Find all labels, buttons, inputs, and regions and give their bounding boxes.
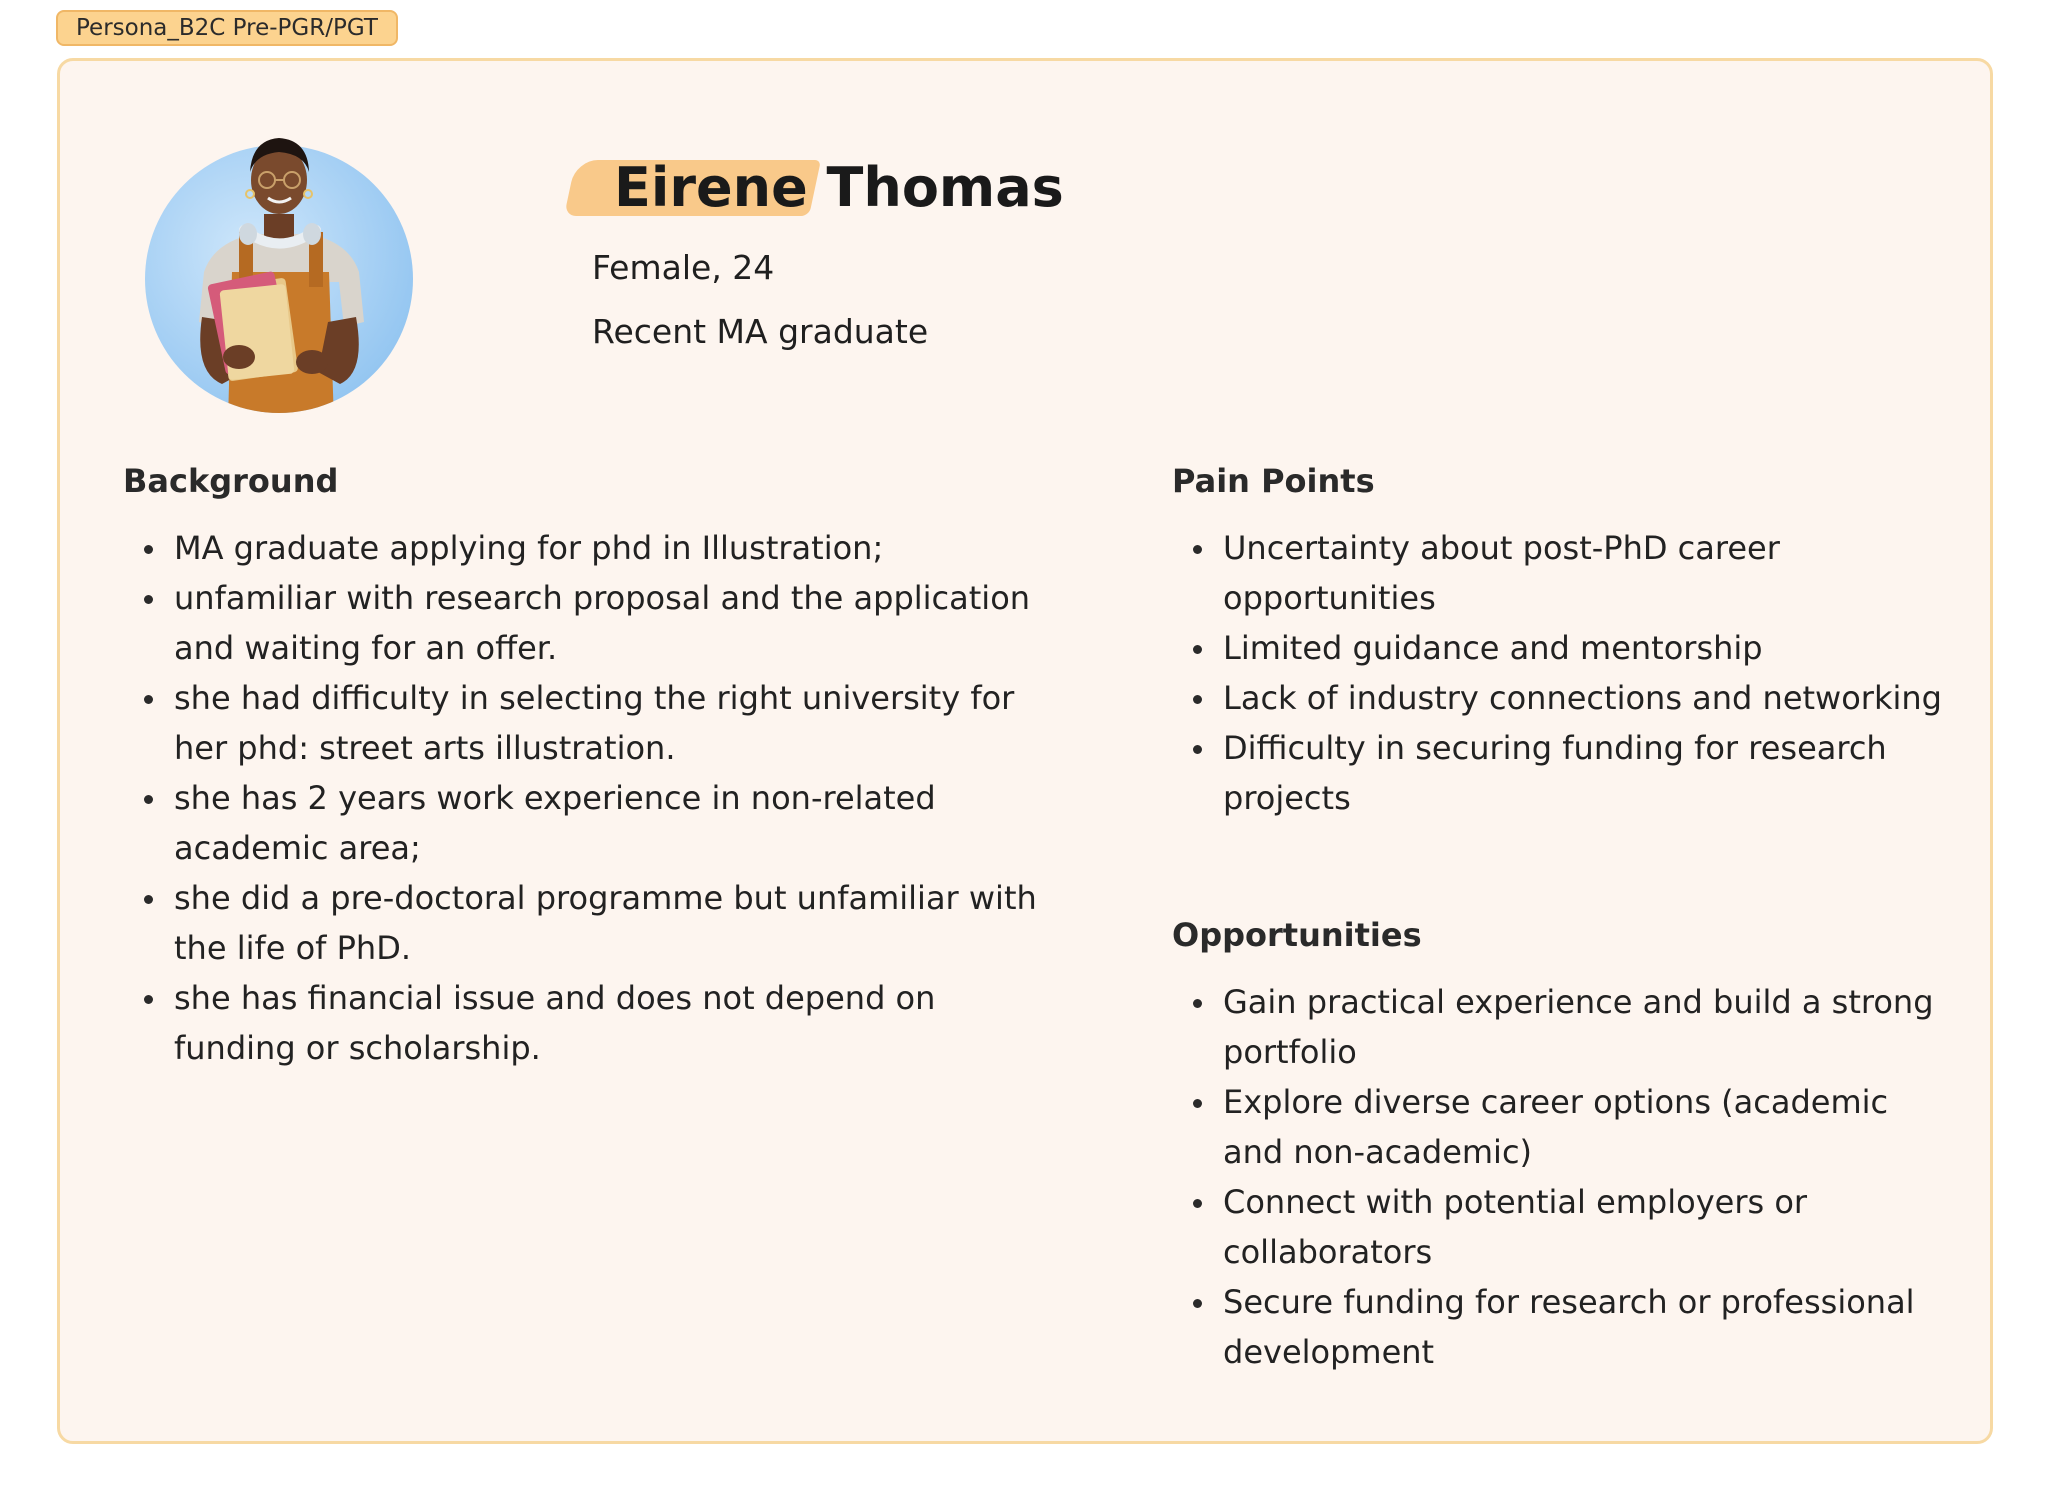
avatar	[144, 122, 414, 414]
list-item: MA graduate applying for phd in Illustration;	[123, 523, 1063, 573]
list-item: Gain practical experience and build a strong portfolio	[1172, 977, 1952, 1077]
persona-tag[interactable]: Persona_B2C Pre-PGR/PGT	[56, 10, 398, 46]
list-item: she has financial issue and does not depend on funding or scholarship.	[123, 973, 1063, 1073]
persona-gender-age: Female, 24	[592, 248, 775, 287]
list-item: Connect with potential employers or collaborators	[1172, 1177, 1952, 1277]
opportunities-heading: Opportunities	[1172, 916, 1422, 954]
list-item: Secure funding for research or professional development	[1172, 1277, 1952, 1377]
last-name: Thomas	[826, 156, 1064, 219]
persona-name-text	[614, 154, 1064, 222]
pain-points-list	[1172, 523, 1952, 823]
list-item: she had difficulty in selecting the right university for her phd: street arts illustration.	[123, 673, 1063, 773]
pain-points-section	[1172, 459, 1952, 823]
list-item: Limited guidance and mentorship	[1172, 623, 1952, 673]
persona-role: Recent MA graduate	[592, 312, 929, 351]
background-list	[123, 523, 1063, 1073]
persona-name	[570, 150, 1090, 230]
opportunities-list	[1172, 977, 1952, 1377]
list-item: Explore diverse career options (academic and non-academic)	[1172, 1077, 1952, 1177]
list-item: she has 2 years work experience in non-related academic area;	[123, 773, 1063, 873]
list-item: Uncertainty about post-PhD career opportunities	[1172, 523, 1952, 623]
background-section	[123, 459, 1063, 1073]
list-item: she did a pre-doctoral programme but unfamiliar with the life of PhD.	[123, 873, 1063, 973]
list-item: unfamiliar with research proposal and the application and waiting for an offer.	[123, 573, 1063, 673]
opportunities-section	[1172, 913, 1952, 1377]
pain-points-heading: Pain Points	[1172, 462, 1375, 500]
background-heading: Background	[123, 462, 339, 500]
first-name: Eirene	[614, 156, 808, 219]
list-item: Difficulty in securing funding for research projects	[1172, 723, 1952, 823]
list-item: Lack of industry connections and networking	[1172, 673, 1952, 723]
